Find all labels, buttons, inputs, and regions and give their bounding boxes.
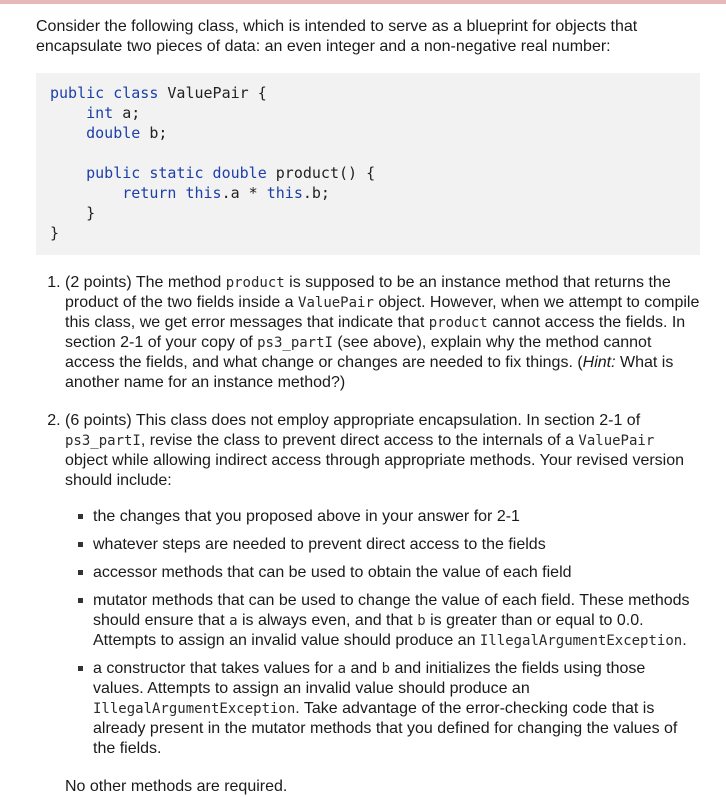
code-keyword: return [122,184,177,202]
requirement-text: whatever steps are needed to prevent direct access to the fields [93,536,546,553]
code-text: ValuePair { [158,84,267,102]
code-line [50,83,700,103]
code-line [50,123,700,143]
q1-text: (see above), explain why the method cannot access the fields, and what change or changes are needed to fix things. ( [65,334,652,371]
q1-text: object. However, when we attempt to compile this class, we get error messages that indicate that [65,294,700,331]
code-line [50,163,700,183]
q1-text: is supposed to be an instance method that returns the product of the two fields inside a [65,274,671,311]
q2-text: , revise the class to prevent direct access to the internals of a [140,432,579,449]
requirement-text: . [682,632,687,649]
code-keyword: int [86,104,114,122]
requirement-text: is greater than or equal to 0.0. Attempts to assign an invalid value should produce an [93,612,644,649]
code-text: product() { [266,164,376,182]
code-keyword: double [86,124,141,142]
inline-code: a [229,613,238,629]
requirement-text: and [346,660,382,677]
question-list [36,273,700,759]
code-line-blank [50,143,700,163]
code-text: } [50,224,60,242]
inline-code: IllegalArgumentException [479,633,683,649]
q2-text: (6 points) This class does not employ appropriate encapsulation. In section 2-1 of [65,412,641,429]
code-line [50,223,700,243]
code-text: } [86,204,96,222]
requirement-text: accessor methods that can be used to obtain the value of each field [93,564,572,581]
inline-code: product [225,275,285,291]
code-keyword: public static double [86,164,267,182]
requirements-list [65,507,700,759]
code-text: .b; [302,184,330,202]
code-keyword: public class [50,84,159,102]
requirement-text: the changes that you proposed above in your answer for 2-1 [93,508,520,525]
requirement-item [77,591,700,651]
intro-paragraph: Consider the following class, which is intended to serve as a blueprint for objects that encapsulate two pieces of data: an even integer and a non-negative real number: [36,18,638,55]
requirement-text: and initializes the fields using those values. Attempts to assign an invalid value should produce an [93,660,646,697]
inline-code: b [417,613,426,629]
code-line [50,203,700,223]
top-border [0,0,726,4]
code-block [36,73,700,255]
inline-code: ValuePair [578,433,655,449]
inline-code: a [337,661,346,677]
q1-text: What is another name for an instance method?) [65,354,674,391]
inline-code: ValuePair [298,295,374,311]
requirement-text: mutator methods that can be used to change the value of each field. These methods should ensure that [93,592,690,629]
code-keyword: this [185,184,222,202]
code-line [50,103,700,123]
inline-code: ps3_partI [257,335,333,351]
requirement-item [77,507,700,527]
code-text: b; [140,124,168,142]
inline-code: ps3_partI [65,433,141,449]
requirement-text: a constructor that takes values for [93,660,338,677]
inline-code: IllegalArgumentException [93,701,296,717]
question-2 [65,411,700,759]
code-text: a; [113,104,141,122]
q1-text: cannot access the fields. In section 2-1 of your copy of [65,314,686,351]
inline-code: product [428,315,488,331]
code-text: .a * [221,184,267,202]
requirement-item [77,535,700,555]
hint-label: Hint: [582,354,616,371]
requirement-item [77,563,700,583]
problem-content [36,17,700,797]
q2-text: object while allowing indirect access through appropriate methods. Your revised version should include: [65,452,685,489]
code-keyword: this [266,184,303,202]
inline-code: b [381,661,391,677]
code-line [50,183,700,203]
requirement-item [77,659,700,759]
q1-text: (2 points) The method [65,274,226,291]
requirement-text: is always even, and that [237,612,418,629]
question-1 [65,273,700,393]
closing-note: No other methods are required. [65,778,288,795]
requirement-text: . Take advantage of the error-checking code that is already present in the mutator methods that you defined for changing the values of the fields. [93,700,678,757]
